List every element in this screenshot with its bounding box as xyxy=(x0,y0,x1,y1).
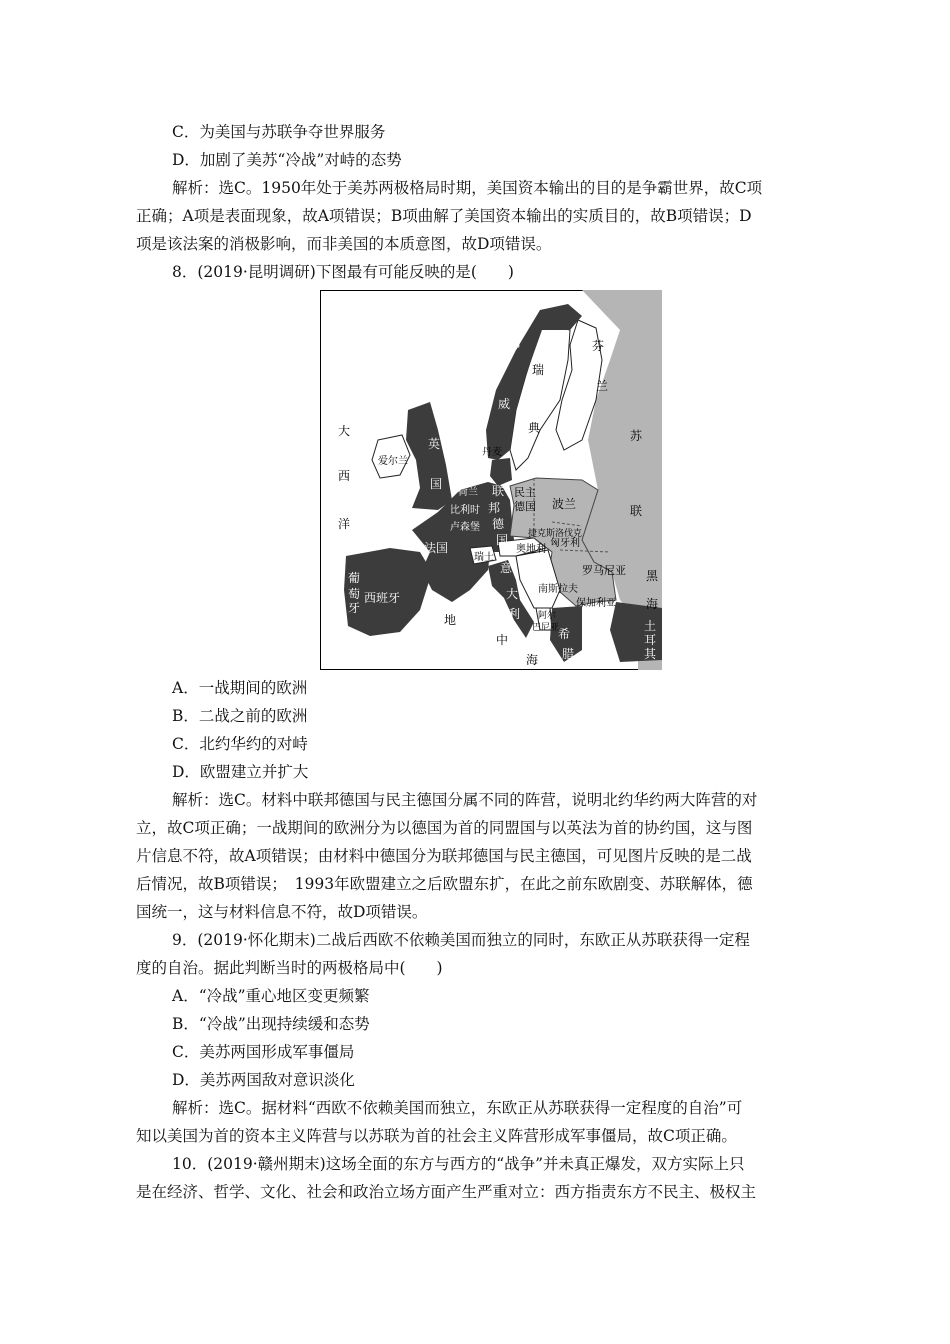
label-norway-1: 挪 xyxy=(508,337,521,351)
label-portugal-1: 葡 xyxy=(348,571,361,585)
label-atlantic-3: 洋 xyxy=(338,517,351,531)
q8-stem: 8．(2019·昆明调研)下图最有可能反映的是( ) xyxy=(172,263,514,281)
europe-cold-war-map xyxy=(320,290,662,670)
label-finland-2: 兰 xyxy=(596,379,609,393)
q8-analysis-line3: 片信息不符，故A项错误；由材料中德国分为联邦德国与民主德国，可见图片反映的是二战 xyxy=(136,847,752,865)
q8-analysis-line4: 后情况，故B项错误； 1993年欧盟建立之后欧盟东扩，在此之前东欧剧变、苏联解体，德 xyxy=(136,875,753,893)
label-yugoslavia: 南斯拉夫 xyxy=(538,584,578,595)
label-blacksea-2: 海 xyxy=(646,597,659,611)
label-turkey-2: 耳 xyxy=(644,633,657,647)
q8-analysis-line1: 解析：选C。材料中联邦德国与民主德国分属不同的阵营，说明北约华约两大阵营的对 xyxy=(172,791,758,809)
q9-option-c: C．美苏两国形成军事僵局 xyxy=(172,1043,355,1061)
label-gdr-2: 德国 xyxy=(514,500,536,513)
label-greece-1: 希 xyxy=(558,627,571,641)
label-uk-2: 国 xyxy=(430,477,443,491)
label-italy-3: 利 xyxy=(508,607,521,621)
label-romania: 罗马尼亚 xyxy=(582,564,626,577)
label-turkey-1: 土 xyxy=(644,619,657,633)
label-uk-1: 英 xyxy=(428,437,441,451)
label-albania-1: 阿尔 xyxy=(538,611,557,621)
label-greece-2: 腊 xyxy=(562,647,575,661)
label-czech: 捷克斯洛伐克 xyxy=(528,529,583,539)
label-belgium: 比利时 xyxy=(450,505,480,516)
q9-analysis-line1: 解析：选C。据材料“西欧不依赖美国而独立，东欧正从苏联获得一定程度的自治”可 xyxy=(172,1099,743,1117)
label-portugal-3: 牙 xyxy=(348,601,361,615)
label-denmark: 丹麦 xyxy=(482,447,502,458)
label-luxembourg: 卢森堡 xyxy=(450,522,480,533)
label-med-3: 海 xyxy=(526,653,539,667)
q10-stem-line1: 10．(2019·赣州期末)这场全面的东方与西方的“战争”并未真正爆发，双方实际上只 xyxy=(172,1155,745,1173)
q7-analysis-line1: 解析：选C。1950年处于美苏两极格局时期，美国资本输出的目的是争霸世界，故C项 xyxy=(172,179,763,197)
label-portugal-2: 萄 xyxy=(348,587,361,601)
label-atlantic-1: 大 xyxy=(338,424,351,438)
label-med-1: 地 xyxy=(444,613,457,627)
q8-analysis-line5: 国统一，这与材料信息不符，故D项错误。 xyxy=(136,903,428,921)
label-ussr-1: 苏 xyxy=(630,429,643,443)
q9-stem-line1: 9．(2019·怀化期末)二战后西欧不依赖美国而独立的同时，东欧正从苏联获得一定程 xyxy=(172,931,750,949)
label-sweden-2: 典 xyxy=(528,421,541,435)
q10-stem-line2: 是在经济、哲学、文化、社会和政治立场方面产生严重对立：西方指责东方不民主、极权主 xyxy=(136,1183,757,1201)
q8-option-a: A．一战期间的欧洲 xyxy=(172,679,308,697)
label-albania-2: 巴尼亚 xyxy=(532,623,560,633)
q8-option-d: D．欧盟建立并扩大 xyxy=(172,763,309,781)
label-hungary: 匈牙利 xyxy=(550,538,580,549)
label-italy-1: 意 xyxy=(500,561,513,575)
q9-stem-line2: 度的自治。据此判断当时的两极格局中( ) xyxy=(136,959,443,977)
label-frg-4: 国 xyxy=(496,533,509,547)
label-frg-1: 联 xyxy=(492,484,505,498)
label-poland: 波兰 xyxy=(552,497,577,511)
label-austria: 奥地利 xyxy=(516,544,546,555)
label-frg-3: 德 xyxy=(492,517,505,531)
label-frg-2: 邦 xyxy=(488,501,501,515)
label-med-2: 中 xyxy=(496,633,509,647)
q9-analysis-line2: 知以美国为首的资本主义阵营与以苏联为首的社会主义阵营形成军事僵局，故C项正确。 xyxy=(136,1127,737,1145)
q7-analysis-line2: 正确；A项是表面现象，故A项错误；B项曲解了美国资本输出的实质目的，故B项错误；D xyxy=(136,207,752,225)
q7-option-d: D．加剧了美苏“冷战”对峙的态势 xyxy=(172,151,402,169)
label-blacksea-1: 黑 xyxy=(646,569,659,583)
label-switzerland: 瑞士 xyxy=(474,552,494,563)
label-ireland: 爱尔兰 xyxy=(378,456,408,467)
label-italy-2: 大 xyxy=(506,587,519,601)
label-france: 法国 xyxy=(424,541,449,555)
q9-option-a: A．“冷战”重心地区变更频繁 xyxy=(172,987,370,1005)
q7-analysis-line3: 项是该法案的消极影响，而非美国的本质意图，故D项错误。 xyxy=(136,235,552,253)
label-ussr-2: 联 xyxy=(630,504,643,518)
q8-option-c: C．北约华约的对峙 xyxy=(172,735,308,753)
q9-option-d: D．美苏两国敌对意识淡化 xyxy=(172,1071,355,1089)
label-finland-1: 芬 xyxy=(592,339,605,353)
label-netherlands: 荷兰 xyxy=(458,487,478,498)
label-sweden-1: 瑞 xyxy=(532,363,545,377)
q8-option-b: B．二战之前的欧洲 xyxy=(172,707,308,725)
label-gdr-1: 民主 xyxy=(514,486,536,499)
q8-analysis-line2: 立，故C项正确；一战期间的欧洲分为以德国为首的同盟国与以英法为首的协约国，这与图 xyxy=(136,819,753,837)
label-spain: 西班牙 xyxy=(364,591,401,605)
q7-option-c: C．为美国与苏联争夺世界服务 xyxy=(172,123,386,141)
label-bulgaria: 保加利亚 xyxy=(576,598,616,609)
label-norway-2: 威 xyxy=(498,397,511,411)
q9-option-b: B．“冷战”出现持续缓和态势 xyxy=(172,1015,370,1033)
label-turkey-3: 其 xyxy=(644,647,657,661)
label-atlantic-2: 西 xyxy=(338,469,351,483)
